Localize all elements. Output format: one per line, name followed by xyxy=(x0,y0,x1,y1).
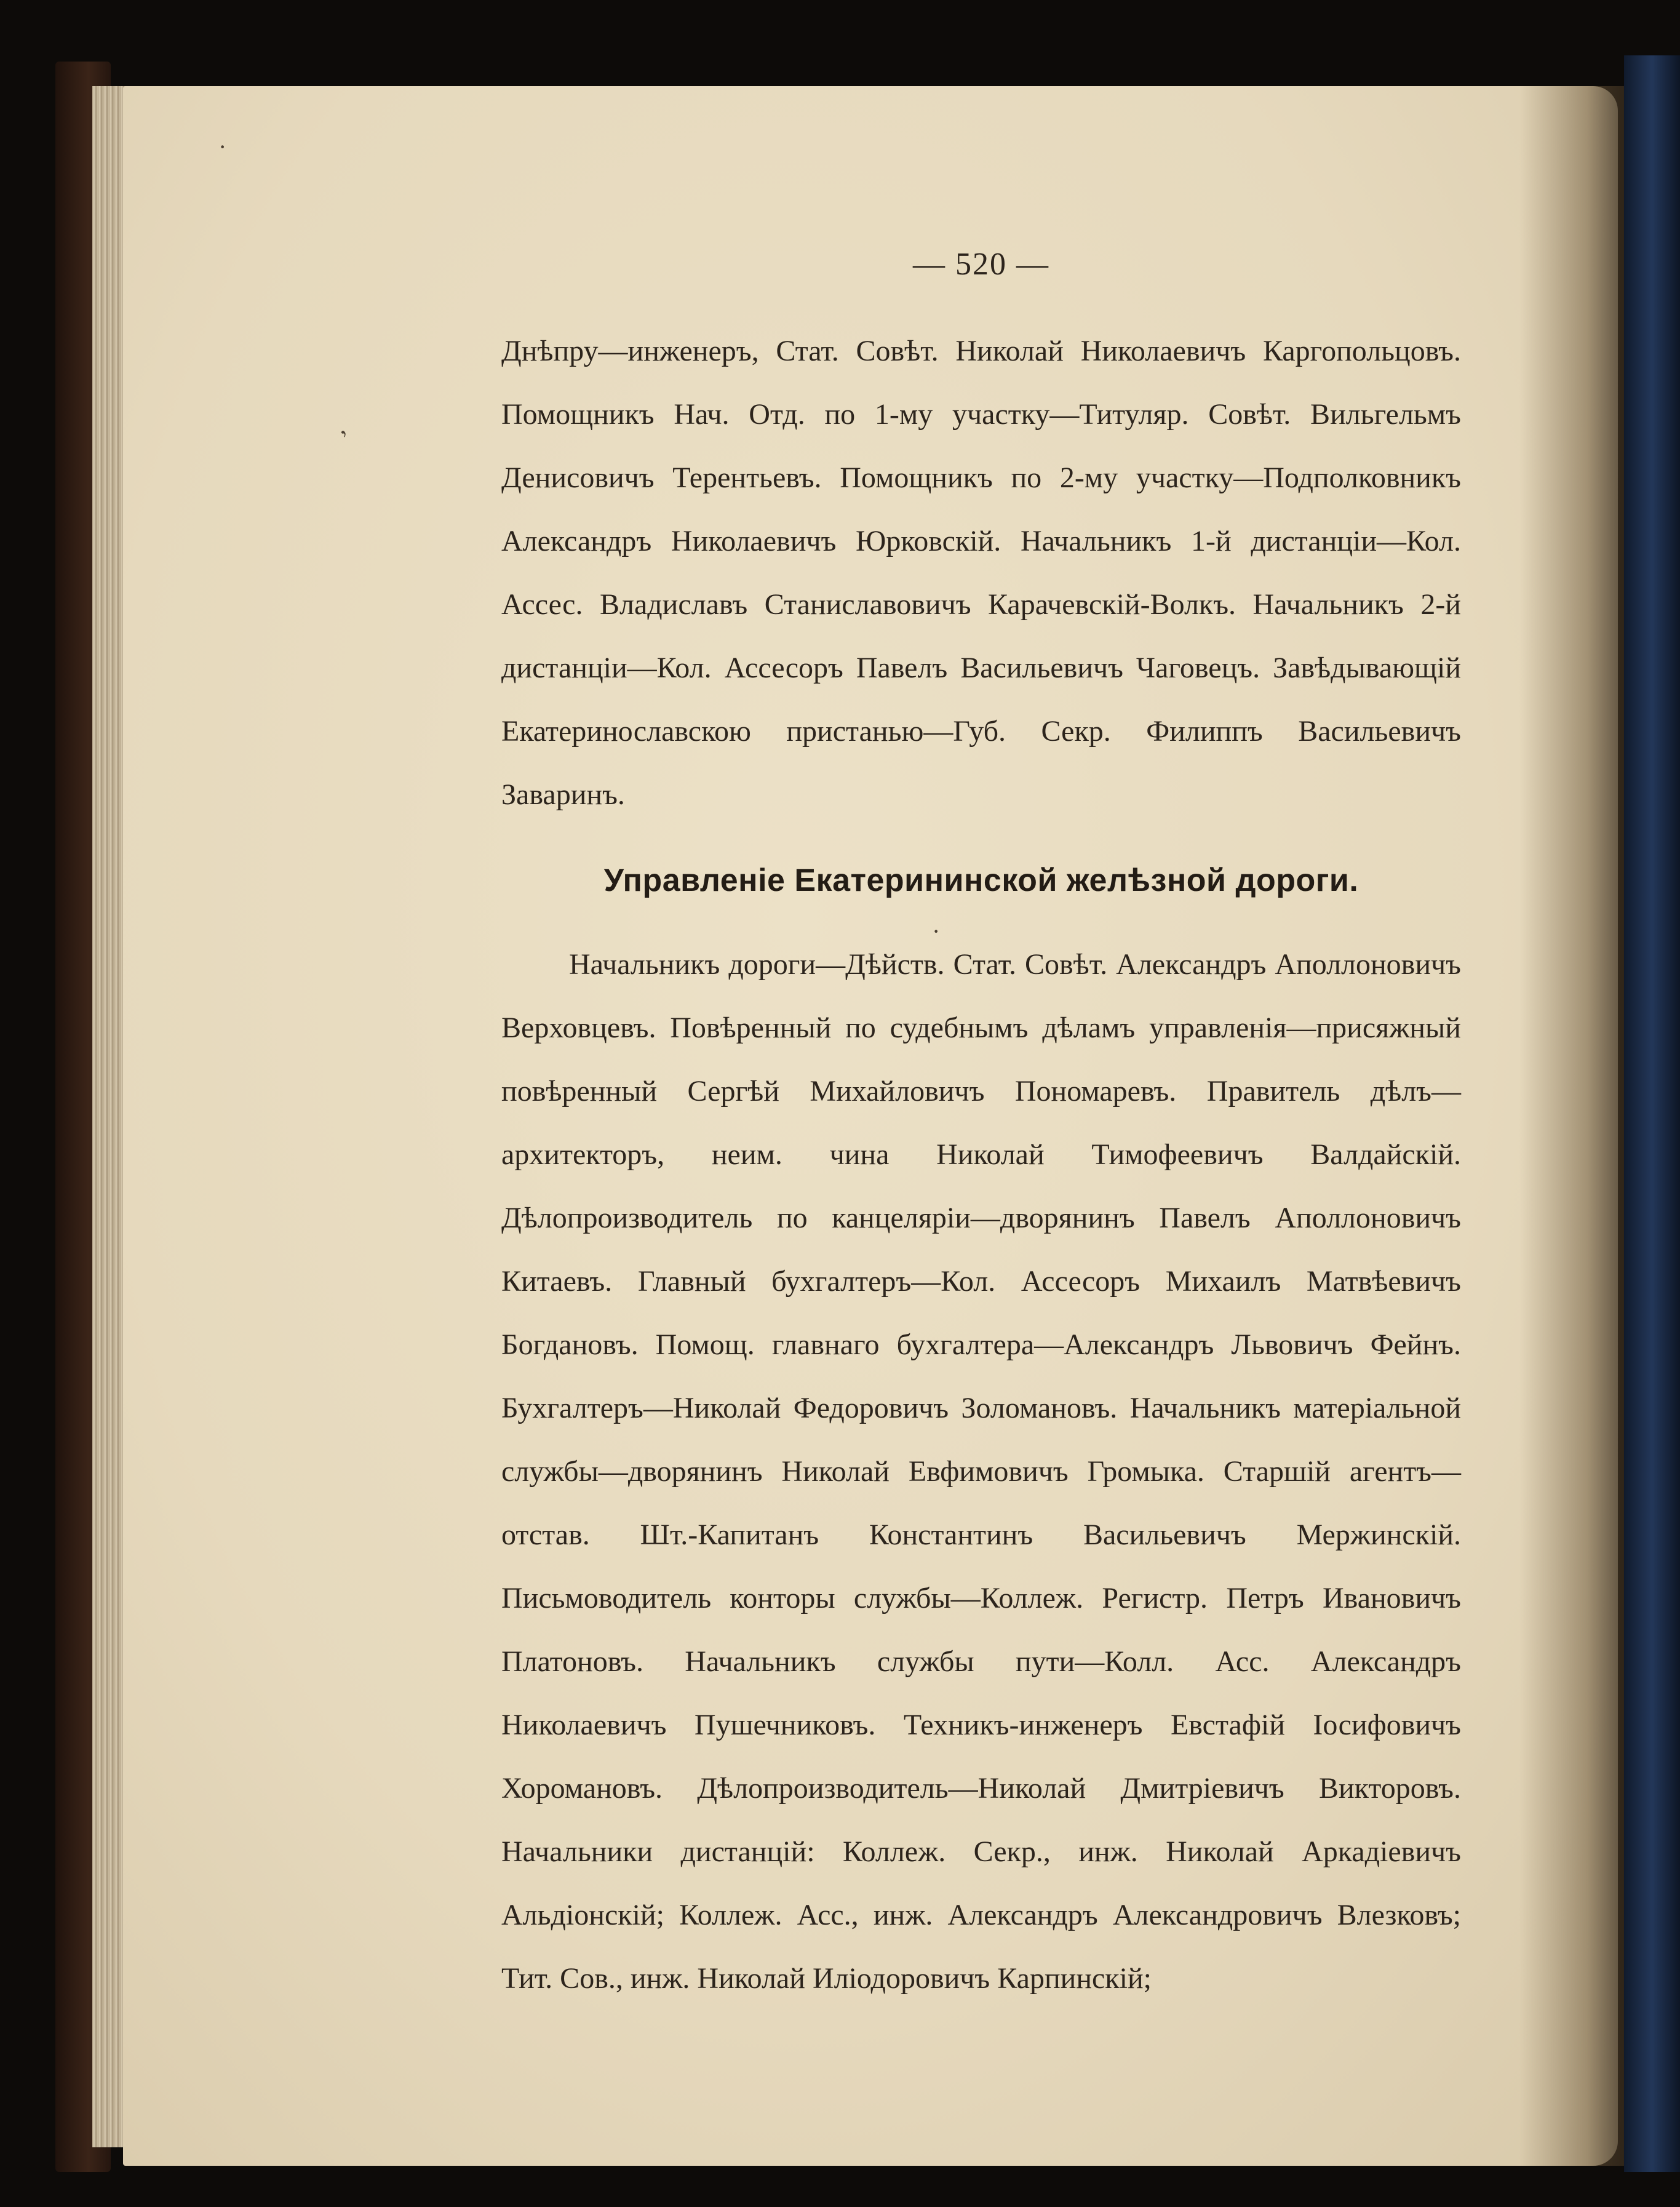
ink-speck: · xyxy=(932,917,941,945)
right-book-cover xyxy=(1624,55,1680,2172)
paragraph-railway-administration: Начальникъ дороги—Дѣйств. Стат. Совѣт. Александръ Аполлоновичъ Верховцевъ. Повѣренный по судебнымъ дѣламъ управленія—присяжный повѣренный Сергѣй Михайловичъ Пономаревъ. Правитель дѣлъ—архитекторъ, неим. чина Николай Тимофеевичъ Валдайскій. Дѣлопроизводитель по канцеляріи—дворянинъ Павелъ Аполлоновичъ Китаевъ. Главный бухгалтеръ—Кол. Ассесоръ Михаилъ Матвѣевичъ Богдановъ. Помощ. главнаго бухгалтера—Александръ Львовичъ Фейнъ. Бухгалтеръ—Николай Федоровичъ Золомановъ. Начальникъ матеріальной службы—дворянинъ Николай Евфимовичъ Громыка. Старшій агентъ—отстав. Шт.-Капитанъ Константинъ Васильевичъ Мержинскій. Письмоводитель конторы службы—Коллеж. Регистр. Петръ Ивановичъ Платоновъ. Начальникъ службы пути—Колл. Асс. Александръ Николаевичъ Пушечниковъ. Техникъ-инженеръ Евстафій Іосифовичъ Хоромановъ. Дѣлопроизводитель—Николай Дмитріевичъ Викторовъ. Начальники дистанцій: Коллеж. Секр., инж. Николай Аркадіевичъ Альдіонскій; Коллеж. Асс., инж. Александръ Александровичъ Влезковъ; Тит. Сов., инж. Николай Иліодоровичъ Карпинскій; xyxy=(501,948,1461,1995)
page-content xyxy=(501,246,1461,2010)
ink-speck: · xyxy=(218,133,227,161)
paragraph-continued: Днѣпру—инженеръ, Стат. Совѣт. Николай Николаевичъ Каргопольцовъ. Помощникъ Нач. Отд. по 1-му участку—Титуляр. Совѣт. Вильгельмъ Денисовичъ Терентьевъ. Помощникъ по 2-му участку—Подполковникъ Александръ Николаевичъ Юрковскій. Начальникъ 1-й дистанціи—Кол. Ассес. Владиславъ Станиславовичъ Карачевскій-Волкъ. Начальникъ 2-й дистанціи—Кол. Ассесоръ Павелъ Васильевичъ Чаговецъ. Завѣдывающій Екатеринославскою пристанью—Губ. Секр. Филиппъ Васильевичъ Заваринъ. xyxy=(501,335,1461,811)
page-number: — 520 — xyxy=(913,247,1049,282)
section-heading: Управленіе Екатерининской желѣзной дороги. xyxy=(603,863,1359,898)
ink-speck: , xyxy=(327,414,350,439)
